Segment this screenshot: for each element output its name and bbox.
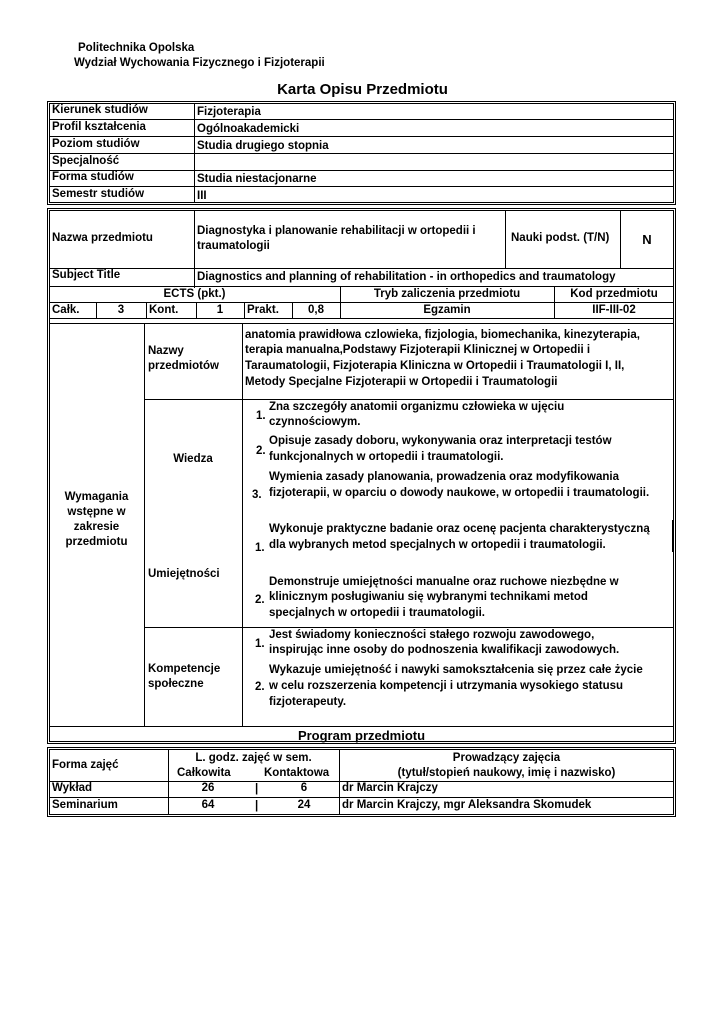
knowledge-line: funkcjonalnych w ortopedii i traumatologii. — [269, 451, 504, 463]
assessment-mode-value: Egzamin — [423, 304, 471, 316]
info-value-level: Studia drugiego stopnia — [197, 140, 329, 152]
skills-label: Umiejętności — [148, 568, 220, 580]
basic-science-label: Nauki podst. (T/N) — [511, 232, 610, 244]
row-contact: 24 — [297, 799, 311, 811]
info-label-semester: Semestr studiów — [52, 188, 145, 200]
prerequisite-line-1: anatomia prawidłowa czlowieka, fizjologia, biomechanika, kinezyterapia, — [245, 329, 640, 341]
skills-line: Demonstruje umiejętności manualne oraz ruchowe niezbędne w — [269, 576, 619, 588]
prerequisite-line-2: terapia manualna,Podstawy Fizjoterapii Klinicznej w Ortopedii i — [245, 344, 591, 356]
row-separator: | — [255, 800, 259, 812]
ects-practical-value: 0,8 — [308, 304, 324, 316]
info-value-profile: Ogólnoakademicki — [197, 123, 300, 135]
social-line: inspirując inne osoby do podnoszenia kwalifikacji zawodowych. — [269, 644, 620, 656]
row-total: 26 — [201, 782, 215, 794]
row-contact: 6 — [300, 782, 308, 794]
assessment-mode-label: Tryb zaliczenia przedmiotu — [373, 288, 521, 300]
social-line: Jest świadomy konieczności stałego rozwoju zawodowego, — [269, 629, 595, 641]
faculty-name: Wydział Wychowania Fizycznego i Fizjoterapii — [74, 57, 325, 69]
knowledge-num: 3. — [252, 489, 262, 501]
hours-label: L. godz. zajęć w sem. — [195, 752, 312, 764]
row-separator: | — [255, 783, 259, 795]
social-line: Wykazuje umiejętność i nawyki samokształcenia się przez całe życie — [269, 664, 643, 676]
course-code-value: IIF-III-02 — [592, 304, 636, 316]
knowledge-num: 1. — [256, 410, 266, 422]
knowledge-line: fizjoterapii, w oparciu o dowody naukowe, w ortopedii i traumatologii. — [269, 487, 650, 499]
skills-num: 1. — [255, 542, 265, 554]
row-teacher: dr Marcin Krajczy — [342, 782, 438, 794]
social-competences-label: Kompetencje społeczne — [148, 663, 221, 690]
info-value-form: Studia niestacjonarne — [197, 173, 317, 185]
row-form: Wykład — [52, 782, 93, 794]
ects-contact-label: Kont. — [149, 304, 179, 316]
social-line: fizjoterapeuty. — [269, 696, 347, 708]
social-num: 1. — [255, 638, 265, 650]
skills-line: dla wybranych metod specjalnych w ortopedii i traumatologii. — [269, 539, 606, 551]
info-label-level: Poziom studiów — [52, 138, 140, 150]
ects-total-value: 3 — [117, 304, 125, 316]
info-label-profile: Profil kształcenia — [52, 121, 146, 133]
course-code-label: Kod przedmiotu — [570, 288, 658, 300]
knowledge-label: Wiedza — [173, 453, 213, 465]
ects-total-label: Całk. — [52, 304, 80, 316]
row-form: Seminarium — [52, 799, 118, 811]
skills-line: klinicznym posługiwaniu się wybranymi technikami metod — [269, 591, 588, 603]
skills-line: specjalnych w ortopedii i traumatologii. — [269, 607, 485, 619]
ects-contact-value: 1 — [216, 304, 224, 316]
row-teacher: dr Marcin Krajczy, mgr Aleksandra Skomudek — [342, 799, 592, 811]
knowledge-line: Wymienia zasady planowania, prowadzenia oraz modyfikowania — [269, 471, 619, 483]
knowledge-num: 2. — [256, 445, 266, 457]
row-total: 64 — [201, 799, 215, 811]
prerequisite-line-4: Metody Specjalne Fizjoterapii w Ortopedii i Traumatologii — [245, 376, 558, 388]
ects-label: ECTS (pkt.) — [163, 288, 226, 300]
page-title: Karta Opisu Przedmiotu — [277, 81, 448, 98]
form-label: Forma zajęć — [52, 759, 119, 771]
subject-name-label: Nazwa przedmiotu — [52, 232, 153, 244]
info-label-specialty: Specjalność — [52, 155, 120, 167]
subject-title-label: Subject Title — [52, 269, 121, 281]
knowledge-line: Opisuje zasady doboru, wykonywania oraz interpretacji testów — [269, 435, 612, 447]
hours-total-label: Całkowita — [177, 767, 231, 779]
skills-num: 2. — [255, 594, 265, 606]
info-label-field: Kierunek studiów — [52, 104, 148, 116]
basic-science-value: N — [642, 232, 652, 247]
info-value-semester: III — [197, 190, 207, 202]
prerequisite-names-label: Nazwy przedmiotów — [148, 345, 219, 372]
university-name: Politechnika Opolska — [78, 42, 195, 54]
knowledge-line: Zna szczegóły anatomii organizmu człowieka w ujęciu — [269, 401, 565, 413]
info-value-field: Fizjoterapia — [197, 106, 261, 118]
info-label-form: Forma studiów — [52, 171, 134, 183]
prerequisite-line-3: Taraumatologii, Fizjoterapia Kliniczna w Ortopedii i Traumatologii I, II, — [245, 360, 625, 372]
ects-practical-label: Prakt. — [247, 304, 279, 316]
knowledge-line: czynnościowym. — [269, 416, 361, 428]
subject-title-value: Diagnostics and planning of rehabilitation - in orthopedics and traumatology — [197, 271, 616, 283]
teacher-sub-label: (tytuł/stopień naukowy, imię i nazwisko) — [397, 767, 616, 779]
social-num: 2. — [255, 681, 265, 693]
program-heading: Program przedmiotu — [297, 728, 426, 743]
teacher-label: Prowadzący zajęcia — [452, 752, 561, 764]
subject-name-value: Diagnostyka i planowanie rehabilitacji w ortopedii i traumatologii — [197, 225, 476, 252]
hours-contact-label: Kontaktowa — [264, 767, 330, 779]
requirements-label: Wymagania wstępne w zakresie przedmiotu — [64, 491, 129, 548]
social-line: w celu rozszerzenia kompetencji i utrzymania wysokiego statusu — [269, 680, 624, 692]
skills-line: Wykonuje praktyczne badanie oraz ocenę pacjenta charakterystyczną — [269, 523, 650, 535]
